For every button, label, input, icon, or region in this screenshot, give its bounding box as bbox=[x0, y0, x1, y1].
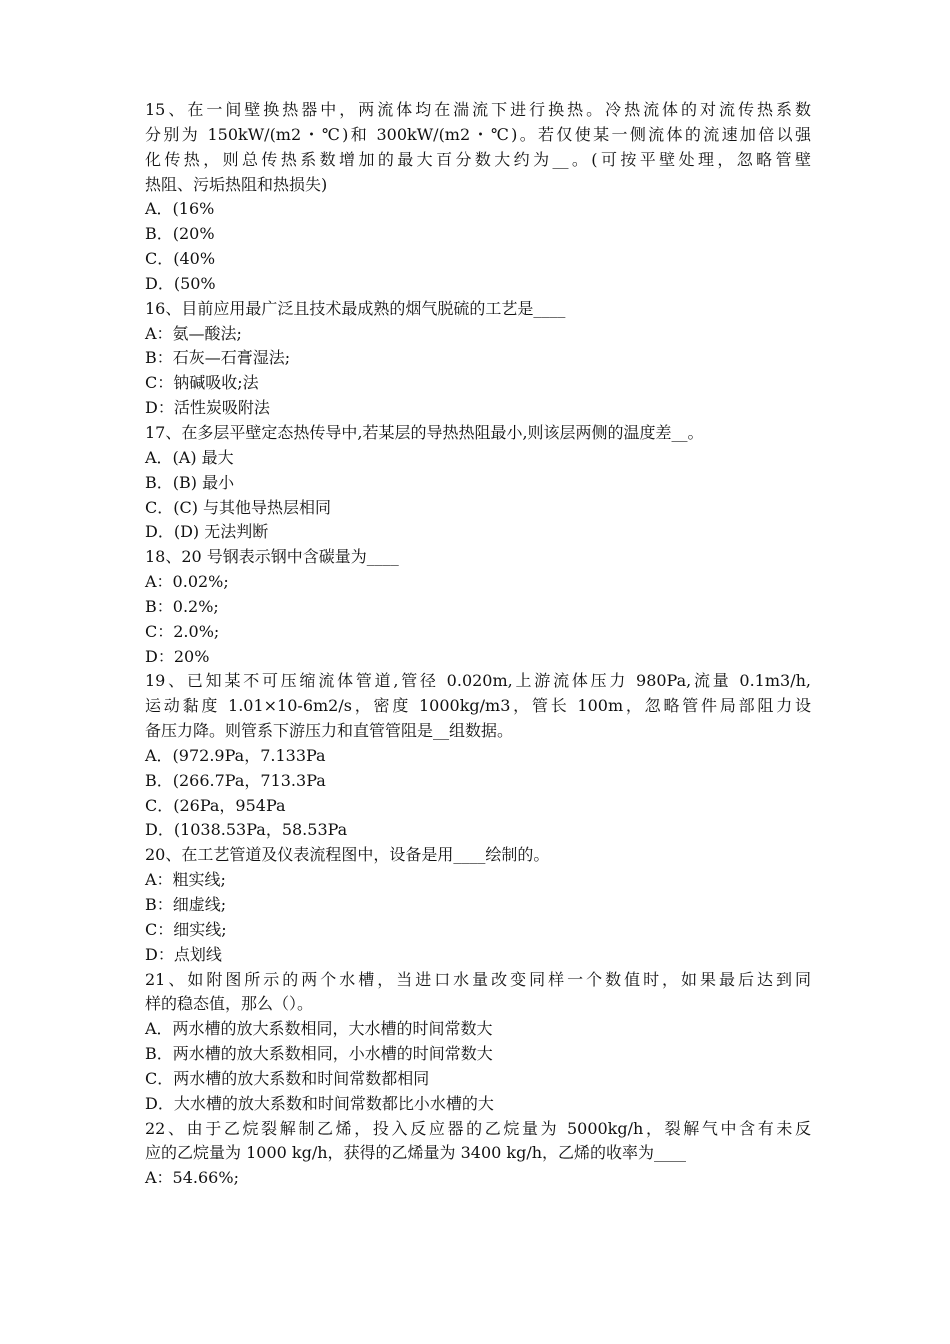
question-21 bbox=[145, 968, 811, 1117]
answer-option: A：粗实线; bbox=[145, 870, 226, 890]
answer-option: A．两水槽的放大系数相同，大水槽的时间常数大 bbox=[145, 1019, 493, 1039]
answer-option: D．大水槽的放大系数和时间常数都比小水槽的大 bbox=[145, 1093, 494, 1113]
answer-option: B．(B) 最小 bbox=[145, 472, 235, 492]
answer-option: B：细虚线; bbox=[145, 895, 227, 914]
answer-option: C．(26Pa，954Pa bbox=[145, 795, 286, 815]
question-stem-line: 18、20 号钢表示钢中含碳量为____ bbox=[145, 547, 399, 567]
question-16 bbox=[145, 297, 811, 421]
question-15 bbox=[145, 98, 811, 297]
question-18 bbox=[145, 545, 811, 669]
question-19 bbox=[145, 669, 811, 843]
answer-option: D．(D) 无法判断 bbox=[145, 522, 269, 542]
question-stem-line: 应的乙烷量为 1000 kg/h，获得的乙烯量为 3400 kg/h，乙烯的收率为____ bbox=[145, 1143, 687, 1163]
question-22 bbox=[145, 1117, 811, 1192]
answer-option: C．(40% bbox=[145, 249, 216, 269]
question-stem-line: 21、如附图所示的两个水槽，当进口水量改变同样一个数值时，如果最后达到同 bbox=[145, 969, 811, 989]
answer-option: D：活性炭吸附法 bbox=[145, 398, 270, 418]
question-stem-line: 运动黏度 1.01×10-6m2/s，密度 1000kg/m3，管长 100m，忽略管件局部阻力设 bbox=[145, 696, 811, 716]
answer-option: C．(C) 与其他导热层相同 bbox=[145, 497, 332, 517]
answer-option: C．两水槽的放大系数和时间常数都相同 bbox=[145, 1068, 430, 1088]
answer-option: A：氨—酸法; bbox=[145, 323, 242, 343]
answer-option: B：石灰—石膏湿法; bbox=[145, 348, 291, 368]
question-stem-line: 分别为 150kW/(m2・℃)和 300kW/(m2・℃)。若仅使某一侧流体的流速加倍以强 bbox=[145, 124, 811, 144]
answer-option: A．(16% bbox=[145, 199, 215, 219]
answer-option: D：20% bbox=[145, 646, 210, 666]
answer-option: B：0.2%; bbox=[145, 596, 219, 616]
answer-option: B．(20% bbox=[145, 224, 215, 244]
answer-option: C：2.0%; bbox=[145, 621, 220, 641]
question-stem-line: 15、在一间壁换热器中，两流体均在湍流下进行换热。冷热流体的对流传热系数 bbox=[145, 100, 811, 119]
document-page bbox=[145, 98, 811, 1191]
answer-option: A．(972.9Pa，7.133Pa bbox=[145, 745, 326, 765]
answer-option: C：细实线; bbox=[145, 919, 227, 939]
question-stem-line: 备压力降。则管系下游压力和直管管阻是__组数据。 bbox=[145, 721, 514, 741]
question-stem-line: 17、在多层平壁定态热传导中,若某层的导热热阻最小,则该层两侧的温度差__。 bbox=[145, 422, 704, 442]
answer-option: A．(A) 最大 bbox=[145, 447, 234, 467]
question-20 bbox=[145, 843, 811, 967]
answer-option: A：0.02%; bbox=[145, 572, 229, 592]
answer-option: D．(50% bbox=[145, 273, 216, 293]
question-stem-line: 19、已知某不可压缩流体管道,管径 0.020m,上游流体压力 980Pa,流量 0.1m3/h, bbox=[145, 671, 811, 691]
question-stem-line: 20、在工艺管道及仪表流程图中，设备是用____绘制的。 bbox=[145, 845, 550, 865]
answer-option: C：钠碱吸收;法 bbox=[145, 373, 259, 393]
answer-option: D．(1038.53Pa，58.53Pa bbox=[145, 820, 348, 840]
question-stem-line: 化传热，则总传热系数增加的最大百分数大约为__。(可按平壁处理，忽略管壁 bbox=[145, 149, 811, 169]
question-17 bbox=[145, 421, 811, 545]
question-stem-line: 22、由于乙烷裂解制乙烯，投入反应器的乙烷量为 5000kg/h，裂解气中含有未反 bbox=[145, 1118, 811, 1138]
answer-option: D：点划线 bbox=[145, 944, 222, 964]
answer-option: B．(266.7Pa，713.3Pa bbox=[145, 770, 326, 790]
question-stem-line: 热阻、污垢热阻和热损失) bbox=[145, 174, 328, 194]
answer-option: B．两水槽的放大系数相同，小水槽的时间常数大 bbox=[145, 1044, 493, 1064]
answer-option: A：54.66%; bbox=[145, 1168, 239, 1188]
question-stem-line: 16、目前应用最广泛且技术最成熟的烟气脱硫的工艺是____ bbox=[145, 298, 566, 318]
question-stem-line: 样的稳态值，那么（）。 bbox=[145, 994, 314, 1014]
